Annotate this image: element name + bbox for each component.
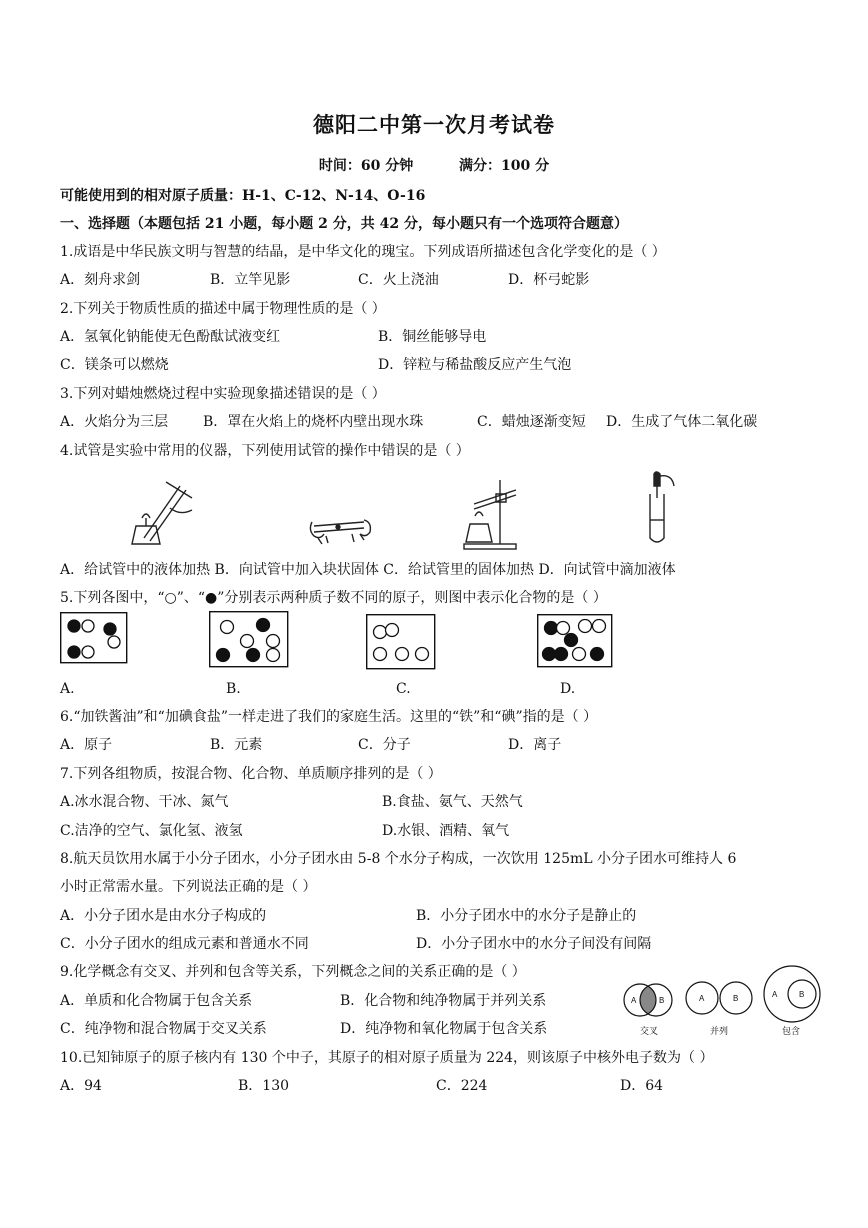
exam-meta bbox=[0, 157, 868, 175]
q8-option-d: D．小分子团水中的水分子间没有间隔 bbox=[416, 936, 652, 952]
q10-option-a: A．94 bbox=[60, 1078, 102, 1094]
q3-stem: 3.下列对蜡烛燃烧过程中实验现象描述错误的是（ ） bbox=[60, 386, 386, 402]
q1-option-c: C．火上浇油 bbox=[358, 272, 439, 288]
venn-contain-b: B bbox=[799, 990, 805, 999]
q9-stem: 9.化学概念有交叉、并列和包含等关系，下列概念之间的关系正确的是（ ） bbox=[60, 964, 526, 980]
q9-option-c: C．纯净物和混合物属于交叉关系 bbox=[60, 1021, 267, 1037]
venn-intersect-a: A bbox=[631, 996, 637, 1005]
q6-option-b: B．元素 bbox=[210, 737, 263, 753]
q8-option-b: B．小分子团水中的水分子是静止的 bbox=[416, 908, 637, 924]
heating-liquid-figure bbox=[130, 478, 200, 550]
particle-box-a bbox=[60, 612, 128, 664]
q1-option-a: A．刻舟求剑 bbox=[60, 272, 141, 288]
venn-caption-intersect: 交叉 bbox=[640, 1026, 659, 1036]
q5-option-b: B. bbox=[226, 681, 241, 697]
q8-option-a: A．小分子团水是由水分子构成的 bbox=[60, 908, 267, 924]
adding-solid-figure bbox=[308, 512, 372, 546]
q8-stem-line1: 8.航天员饮用水属于小分子团水，小分子团水由 5-8 个水分子构成，一次饮用 125mL 小分子团水可维持人 6 bbox=[60, 851, 737, 867]
q7-option-d: D.水银、酒精、氧气 bbox=[382, 823, 510, 839]
venn-caption-parallel: 并列 bbox=[710, 1026, 729, 1036]
q2-stem: 2.下列关于物质性质的描述中属于物理性质的是（ ） bbox=[60, 301, 386, 317]
q3-option-c: C．蜡烛逐渐变短 bbox=[477, 414, 586, 430]
q7-stem: 7.下列各组物质，按混合物、化合物、单质顺序排列的是（ ） bbox=[60, 766, 442, 782]
q5-option-a: A. bbox=[60, 681, 75, 697]
q10-option-c: C．224 bbox=[436, 1078, 488, 1094]
q10-option-d: D．64 bbox=[620, 1078, 664, 1094]
atomic-mass-line: 可能使用到的相对原子质量：H-1、C-12、N-14、O-16 bbox=[60, 188, 426, 204]
particle-box-d bbox=[537, 614, 613, 668]
q10-stem: 10.已知铈原子的原子核内有 130 个中子，其原子的相对原子质量为 224，则该原子中核外电子数为（ ） bbox=[60, 1050, 714, 1066]
venn-diagrams bbox=[618, 960, 822, 1040]
q9-option-b: B．化合物和纯净物属于并列关系 bbox=[340, 993, 547, 1009]
q3-option-a: A．火焰分为三层 bbox=[60, 414, 169, 430]
q2-option-a: A．氢氧化钠能使无色酚酞试液变红 bbox=[60, 329, 281, 345]
q8-option-c: C．小分子团水的组成元素和普通水不同 bbox=[60, 936, 309, 952]
venn-intersect-b: B bbox=[659, 996, 665, 1005]
q7-option-c: C.洁净的空气、氯化氢、液氢 bbox=[60, 823, 243, 839]
q3-option-b: B．罩在火焰上的烧杯内壁出现水珠 bbox=[203, 414, 424, 430]
q7-option-b: B.食盐、氨气、天然气 bbox=[382, 794, 523, 810]
heating-solid-figure bbox=[460, 474, 530, 552]
q6-option-a: A．原子 bbox=[60, 737, 113, 753]
exam-title: 德阳二中第一次月考试卷 bbox=[313, 112, 555, 137]
q5-stem: 5.下列各图中，“○”、“●”分别表示两种质子数不同的原子，则图中表示化合物的是（ ） bbox=[60, 590, 607, 606]
q3-option-d: D．生成了气体二氧化碳 bbox=[606, 414, 758, 430]
q6-stem: 6.“加铁酱油”和“加碘食盐”一样走进了我们的家庭生活。这里的“铁”和“碘”指的是（ ） bbox=[60, 709, 598, 725]
q7-option-a: A.冰水混合物、干冰、氮气 bbox=[60, 794, 229, 810]
q4-stem: 4.试管是实验中常用的仪器，下列使用试管的操作中错误的是（ ） bbox=[60, 443, 470, 459]
particle-box-c bbox=[366, 614, 436, 670]
venn-caption-contain: 包含 bbox=[782, 1026, 801, 1036]
q6-option-c: C．分子 bbox=[358, 737, 411, 753]
q6-option-d: D．离子 bbox=[508, 737, 562, 753]
venn-contain-a: A bbox=[772, 990, 778, 999]
q4-options: A．给试管中的液体加热 B．向试管中加入块状固体 C．给试管里的固体加热 D．向试管中滴加液体 bbox=[60, 562, 676, 578]
section-heading: 一、选择题（本题包括 21 小题，每小题 2 分，共 42 分，每小题只有一个选项符合题意） bbox=[60, 216, 628, 232]
q1-option-b: B．立竿见影 bbox=[210, 272, 291, 288]
q2-option-b: B．铜丝能够导电 bbox=[378, 329, 487, 345]
q8-stem-line2: 小时正常需水量。下列说法正确的是（ ） bbox=[60, 879, 317, 895]
exam-time: 时间：60 分钟 bbox=[318, 158, 414, 174]
dropping-liquid-figure bbox=[640, 470, 680, 546]
q10-option-b: B．130 bbox=[238, 1078, 290, 1094]
q9-option-a: A．单质和化合物属于包含关系 bbox=[60, 993, 253, 1009]
q1-stem: 1.成语是中华民族文明与智慧的结晶，是中华文化的瑰宝。下列成语所描述包含化学变化的是（ ） bbox=[60, 244, 666, 260]
venn-parallel-b: B bbox=[733, 994, 739, 1003]
particle-box-b bbox=[209, 611, 289, 668]
q2-option-d: D．锌粒与稀盐酸反应产生气泡 bbox=[378, 357, 572, 373]
venn-parallel-a: A bbox=[699, 994, 705, 1003]
q5-option-d: D. bbox=[560, 681, 576, 697]
q9-option-d: D．纯净物和氧化物属于包含关系 bbox=[340, 1021, 548, 1037]
q1-option-d: D．杯弓蛇影 bbox=[508, 272, 590, 288]
q2-option-c: C．镁条可以燃烧 bbox=[60, 357, 169, 373]
exam-score: 满分：100 分 bbox=[459, 158, 550, 174]
q5-option-c: C. bbox=[396, 681, 411, 697]
